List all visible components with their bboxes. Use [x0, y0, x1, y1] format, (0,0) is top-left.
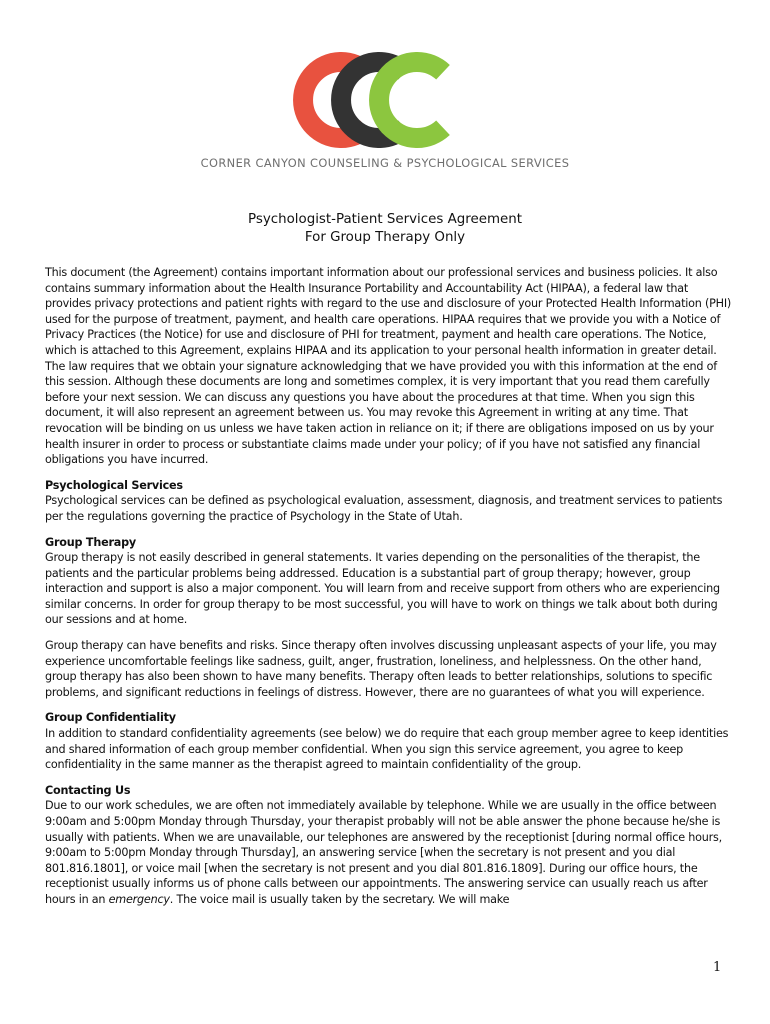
section-heading-psychological-services: Psychological Services [45, 478, 183, 492]
title-line-1: Psychologist-Patient Services Agreement [248, 212, 522, 227]
section-paragraph: Group therapy is not easily described in general statements. It varies depending on the personalities of the therapist, the patients and the particular problems being addressed. Education is a substantial part of group therapy; however, group interaction and support is also a major component. You will learn from and receive support from others who are experiencing similar concerns. In order for group therapy to be most successful, you will have to work on things we talk about both during our sessions and at home. [45, 551, 720, 627]
section-heading-group-therapy: Group Therapy [45, 535, 136, 549]
section-paragraph: In addition to standard confidentiality agreements (see below) we do require that each group member agree to keep identities and shared information of each group member confidential. When you sign this service agreement, you agree to keep confidentiality in the same manner as the therapist agreed to maintain confidentiality of the group. [45, 727, 729, 772]
page-number: 1 [713, 960, 722, 975]
section-paragraph: Psychological services can be defined as psychological evaluation, assessment, diagnosis, and treatment services to patients per the regulations governing the practice of Psychology in the State of Utah. [45, 494, 723, 523]
company-name: CORNER CANYON COUNSELING & PSYCHOLOGICAL SERVICES [200, 156, 570, 170]
section-paragraph: Group therapy can have benefits and risks. Since therapy often involves discussing unpleasant aspects of your life, you may experience uncomfortable feelings like sadness, guilt, anger, frustration, loneliness, and helplessness. On the other hand, group therapy has also been shown to have many benefits. Therapy often leads to better relationships, solutions to specific problems, and significant reductions in feelings of distress. However, there are no guarantees of what you will experience. [45, 639, 717, 699]
title-line-2: For Group Therapy Only [304, 230, 466, 245]
letterhead [0, 52, 770, 170]
section-heading-group-confidentiality: Group Confidentiality [45, 711, 176, 725]
document-title [0, 211, 770, 247]
contact-text-before: Due to our work schedules, we are often not immediately available by telephone. While we are usually in the office between 9:00am and 5:00pm Monday through Thursday, your therapist probably will not be able answer the phone because he/she is usually with patients. When we are unavailable, our telephones are answered by the receptionist [during normal office hours, 9:00am to 5:00pm Monday through Thursday], an answering service [when the secretary is not present and you dial 801.816.1801], or voice mail [when the secretary is not present and you dial 801.816.1809]. During our office hours, the receptionist usually informs us of phone calls between our appointments. The answering service can usually reach us after hours in an [45, 799, 722, 906]
contact-paragraph [45, 798, 735, 907]
emphasis-emergency: emergency [108, 892, 170, 906]
section-heading-contacting-us: Contacting Us [45, 783, 131, 797]
ccc-logo [287, 52, 483, 148]
contact-text-after: . The voice mail is usually taken by the secretary. We will make [169, 892, 510, 906]
document-body [45, 265, 735, 918]
intro-paragraph: This document (the Agreement) contains important information about our professional services and business policies. It also contains summary information about the Health Insurance Portability and Accountability Act (HIPAA), a federal law that provides privacy protections and patient rights with regard to the use and disclosure of your Protected Health Information (PHI) used for the purpose of treatment, payment, and health care operations. HIPAA requires that we provide you with a Notice of Privacy Practices (the Notice) for use and disclosure of PHI for treatment, payment and health care operations. The Notice, which is attached to this Agreement, explains HIPAA and its application to your personal health information in greater detail. The law requires that we obtain your signature acknowledging that we have provided you with this information at the end of this session. Although these documents are long and sometimes complex, it is very important that you read them carefully before your next session. We can discuss any questions you have about the procedures at that time. When you sign this document, it will also represent an agreement between us. You may revoke this Agreement in writing at any time. That revocation will be binding on us unless we have taken action in reliance on it; if there are obligations imposed on us by your health insurer in order to process or substantiate claims made under your policy; of if you have not satisfied any financial obligations you have incurred. [45, 266, 732, 467]
